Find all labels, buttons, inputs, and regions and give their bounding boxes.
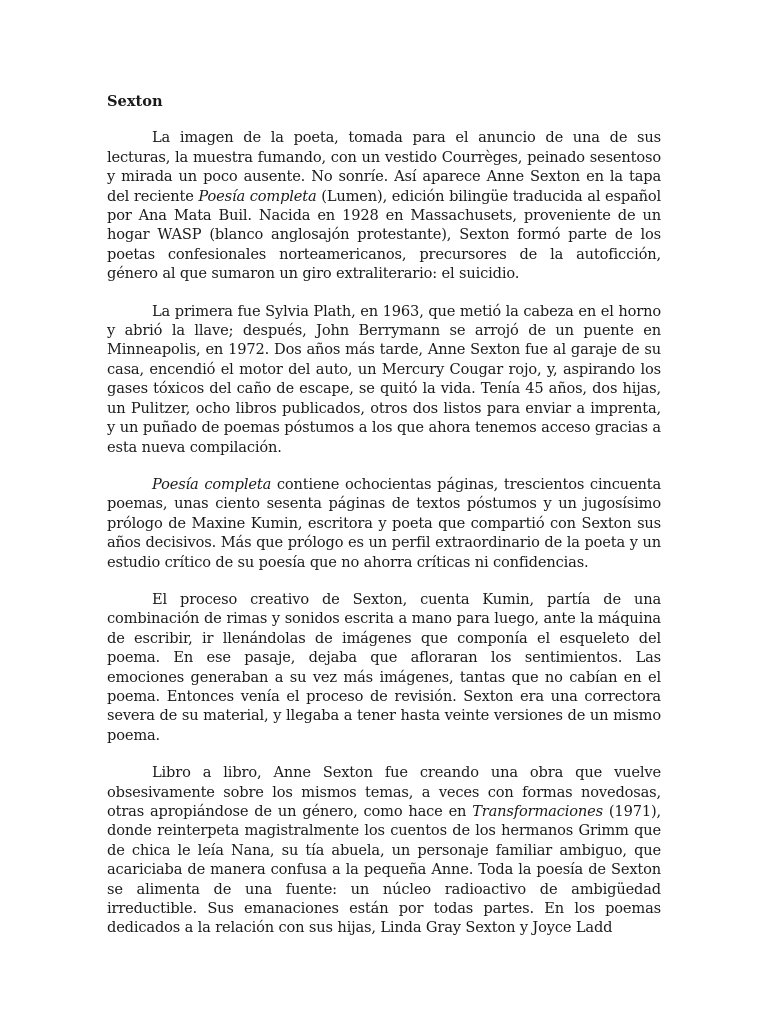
paragraph-text: Libro a libro, Anne Sexton fue creando una obra que vuelve obsesivamente sobre los mismos temas, a veces con formas novedosas, otras apropiándose de un género, como hace en [107,764,661,820]
paragraph-text: El proceso creativo de Sexton, cuenta Kumin, partía de una combinación de rimas y sonidos escrita a mano para luego, ante la máquina de escribir, ir llenándolas de imágenes que componía el esqueleto del poema. En ese pasaje, dejaba que afloraran los sentimientos. Las emociones generaban a su vez más imágenes, tantas que no cabían en el poema. Entonces venía el proceso de revisión. Sexton era una correctora severa de su material, y llegaba a tener hasta veinte versiones de un mismo poema. [107,590,661,744]
paragraph-2 [107,302,661,457]
paragraph-text: contiene ochocientas páginas, trescientos cincuenta poemas, unas ciento sesenta páginas de textos póstumos y un jugosísimo prólogo de Maxine Kumin, escritora y poeta que compartió con Sexton sus años decisivos. Más que prólogo es un perfil extraordinario de la poeta y un estudio crítico de su poesía que no ahorra críticas ni confidencias. [107,475,661,571]
book-title-italic: Poesía completa [152,475,272,493]
paragraph-3 [107,475,661,572]
document-page [107,92,661,938]
paragraph-text: La primera fue Sylvia Plath, en 1963, que metió la cabeza en el horno y abrió la llave; después, John Berrymann se arrojó de un puente en Minneapolis, en 1972. Dos años más tarde, Anne Sexton fue al garaje de su casa, encendió el motor del auto, un Mercury Cougar rojo, y, aspirando los gases tóxicos del caño de escape, se quitó la vida. Tenía 45 años, dos hijas, un Pulitzer, ocho libros publicados, otros dos listos para enviar a imprenta, y un puñado de poemas póstumos a los que ahora tenemos acceso gracias a esta nueva compilación. [107,302,661,456]
book-title-italic: Poesía completa [198,187,317,205]
paragraph-4 [107,590,661,745]
paragraph-text: La imagen de la poeta, tomada para el anuncio de una de sus lecturas, la muestra fumando, con un vestido Courrèges, peinado sesentoso y mirada un poco ausente. No sonríe. Así aparece Anne Sexton en la tapa del reciente [107,129,661,205]
paragraph-text: (1971), donde reinterpeta magistralmente los cuentos de los hermanos Grimm que de chica le leía Nana, su tía abuela, un personaje familiar ambiguo, que acariciaba de manera confusa a la pequeña Anne. Toda la poesía de Sexton se alimenta de una fuente: un núcleo radioactivo de ambigüedad irreductible. Sus emanaciones están por todas partes. En los poemas dedicados a la relación con sus hijas, Linda Gray Sexton y Joyce Ladd [107,803,662,937]
document-title: Sexton [107,93,163,110]
paragraph-5 [107,763,661,938]
paragraph-text: (Lumen), edición bilingüe traducida al español por Ana Mata Buil. Nacida en 1928 en Massachusets, proveniente de un hogar WASP (blanco anglosajón protestante), Sexton formó parte de los poetas confesionales norteamericanos, precursores de la autoficción, género al que sumaron un giro extraliterario: el suicidio. [107,187,662,283]
paragraph-1 [107,128,661,283]
book-title-italic: Transformaciones [472,803,603,820]
